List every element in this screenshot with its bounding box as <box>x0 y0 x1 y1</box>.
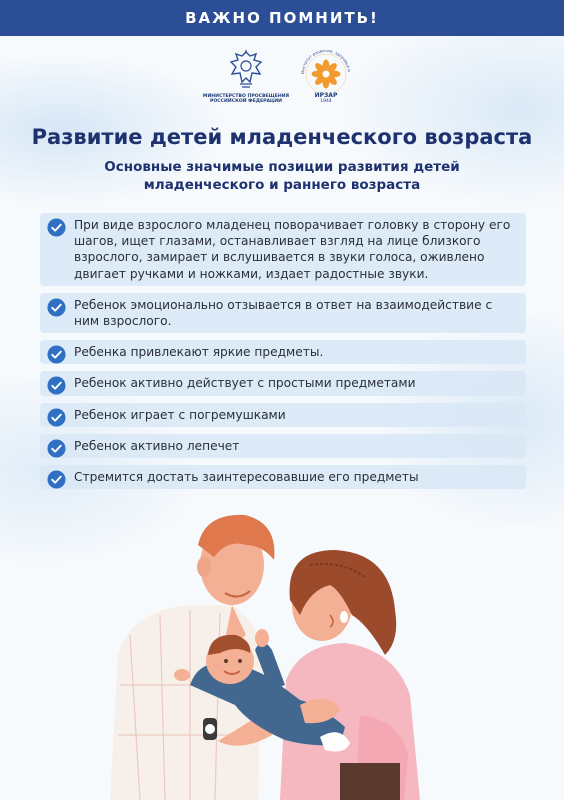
irzar-arc-text: Институт развития, здоровья и <box>299 50 352 75</box>
check-circle-icon <box>47 218 66 237</box>
ministry-logo <box>200 48 292 105</box>
irzar-logo-icon <box>294 50 358 92</box>
list-item-text: Ребенок играет с погремушками <box>74 407 286 422</box>
family-illustration <box>0 505 564 800</box>
irzar-name: ИРЗАР <box>314 92 338 99</box>
list-item <box>40 371 526 395</box>
development-list <box>40 213 526 496</box>
list-item <box>40 434 526 458</box>
mother-figure <box>280 550 420 800</box>
header-label: ВАЖНО ПОМНИТЬ! <box>185 9 379 27</box>
ministry-caption: МИНИСТЕРСТВО ПРОСВЕЩЕНИЯ РОССИЙСКОЙ ФЕДЕРАЦИИ <box>202 94 290 105</box>
header-banner <box>0 0 564 36</box>
check-circle-icon <box>47 439 66 458</box>
list-item-text: Стремится достать заинтересовавшие его предметы <box>74 470 419 485</box>
check-circle-icon <box>47 298 66 317</box>
list-item-text: Ребенок активно лепечет <box>74 438 240 453</box>
list-item <box>40 403 526 427</box>
list-item-text: Ребенка привлекают яркие предметы. <box>74 345 324 360</box>
check-circle-icon <box>47 345 66 364</box>
check-circle-icon <box>47 470 66 489</box>
list-item-text: Ребенок активно действует с простыми предметами <box>74 376 416 391</box>
irzar-year: 1944 <box>320 99 332 104</box>
ministry-emblem-icon <box>226 48 266 92</box>
page-subtitle: Основные значимые позиции развития детей младенческого и раннего возраста <box>104 159 460 193</box>
list-item-text: Ребенок эмоционально отзывается в ответ на взаимодействие с ним взрослого. <box>74 297 493 329</box>
list-item <box>40 213 526 286</box>
irzar-logo <box>294 50 358 112</box>
check-circle-icon <box>47 376 66 395</box>
check-circle-icon <box>47 408 66 427</box>
list-item <box>40 465 526 489</box>
list-item <box>40 340 526 364</box>
logos-row <box>0 48 564 112</box>
list-item-text: При виде взрослого младенец поворачивает головку в сторону его шагов, ищет глазами, останавливает взгляд на лице близкого взрослого, замирает и вслушивается в звуки голоса, оживлено двигает ручками и ножками, издает радостные звуки. <box>74 218 511 281</box>
list-item <box>40 293 526 333</box>
page-title: Развитие детей младенческого возраста <box>31 125 533 149</box>
